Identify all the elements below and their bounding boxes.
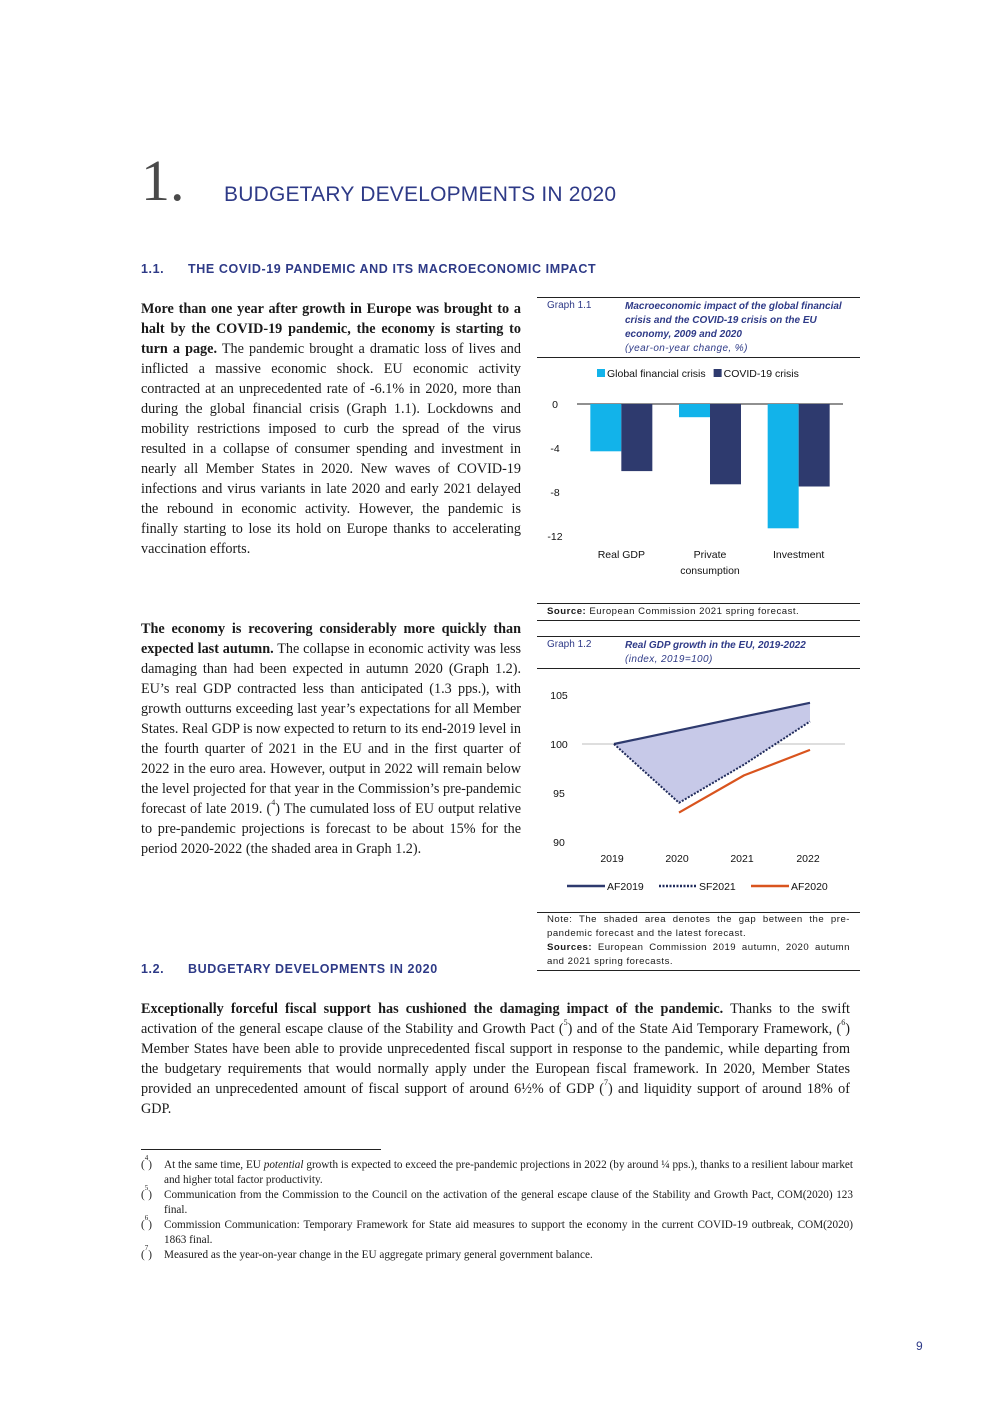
graph-subtitle: (year-on-year change, %) bbox=[625, 343, 748, 354]
sources-label: Sources: bbox=[547, 942, 593, 953]
footnote bbox=[141, 1184, 853, 1218]
section-title: THE COVID-19 PANDEMIC AND ITS MACROECONOMIC IMPACT bbox=[188, 262, 597, 276]
graph-label: Graph 1.2 bbox=[547, 639, 592, 650]
x-tick-label: 2021 bbox=[730, 853, 754, 865]
section-number: 1.2. bbox=[141, 962, 165, 976]
footnote-number: 7 bbox=[144, 1244, 149, 1253]
bar bbox=[621, 404, 652, 471]
footnote-text: Commission Communication: Temporary Framework for State aid measures to support the economy in the current COVID-19 outbreak, COM(2020) 1863 final. bbox=[164, 1219, 853, 1246]
paragraph-body: ) and liquidity support of around 18% of GDP. bbox=[141, 1081, 850, 1117]
section-heading-1-1 bbox=[141, 262, 596, 276]
footnote-text: Communication from the Commission to the Council on the activation of the general escape clause of the Stability and Growth Pact, COM(2020) 123 final. bbox=[164, 1189, 853, 1216]
bar-chart bbox=[537, 358, 860, 598]
graph-1-2 bbox=[537, 636, 860, 971]
section-number: 1.1. bbox=[141, 262, 165, 276]
legend-swatch bbox=[597, 369, 605, 377]
legend-label: SF2021 bbox=[699, 881, 736, 893]
x-tick-label: Real GDP bbox=[597, 549, 645, 561]
page-number: 9 bbox=[916, 1339, 923, 1353]
x-tick-label: 2020 bbox=[665, 853, 689, 865]
footnote-text: growth is expected to exceed the pre-pandemic projections in 2022 (by around ¼ pps.), thanks to a resilient labour market and higher total factor productivity. bbox=[164, 1159, 853, 1186]
graph-note bbox=[537, 912, 860, 971]
x-tick-label: 2019 bbox=[600, 853, 624, 865]
sources-text: European Commission 2019 autumn, 2020 autumn and 2021 spring forecasts. bbox=[547, 942, 850, 967]
bar bbox=[768, 404, 799, 528]
y-tick-label: 105 bbox=[550, 690, 568, 702]
footnote-rule bbox=[141, 1149, 381, 1150]
footnote-number: 5 bbox=[144, 1184, 149, 1193]
paragraph-lead: The economy is recovering considerably more quickly than expected last autumn. bbox=[141, 621, 521, 657]
note-text: Note: The shaded area denotes the gap between the pre-pandemic forecast and the latest forecast. bbox=[547, 914, 850, 939]
legend-label: COVID-19 crisis bbox=[723, 368, 799, 380]
footnote-number: 4 bbox=[144, 1154, 149, 1163]
x-tick-label: consumption bbox=[680, 565, 740, 577]
footnote-ref[interactable]: 6 bbox=[841, 1018, 846, 1028]
footnote-text: Measured as the year-on-year change in the EU aggregate primary general government balance. bbox=[164, 1249, 593, 1261]
graph-source bbox=[537, 603, 860, 621]
footnote-text: At the same time, EU bbox=[164, 1159, 264, 1171]
section-title: BUDGETARY DEVELOPMENTS IN 2020 bbox=[188, 962, 438, 976]
graph-subtitle: (index, 2019=100) bbox=[625, 654, 713, 665]
shaded-gap-area bbox=[614, 703, 810, 803]
paragraph-body: Thanks to the swift activation of the general escape clause of the Stability and Growth Pact ( bbox=[141, 1001, 850, 1037]
paragraph-body: The pandemic brought a dramatic loss of lives and inflicted a massive economic shock. EU economic activity contracted at an unprecedented rate of -6.1% in 2020, more than during the global financial crisis (Graph 1.1). Lockdowns and mobility restrictions imposed to curb the spread of the virus resulted in a collapse of consumer spending and investment in nearly all Member States in 2020. New waves of COVID-19 infections and virus variants in late 2020 and early 2021 delayed the rebound in economic activity. However, the pandemic is finally starting to lose its hold on Europe thanks to accelerating vaccination efforts. bbox=[141, 341, 521, 557]
footnote-marker: ($^6$) bbox=[141, 1214, 152, 1231]
footnote bbox=[141, 1214, 853, 1248]
legend-label: Global financial crisis bbox=[607, 368, 706, 380]
bar bbox=[679, 404, 710, 417]
x-tick-label: 2022 bbox=[796, 853, 820, 865]
paragraph-body: ) and of the State Aid Temporary Framework, ( bbox=[567, 1021, 842, 1037]
paragraph-body: ) Member States have been able to provide unprecedented fiscal support in response to the pandemic, while departing from the budgetary requirements that would normally apply under the European fiscal framework. In 2020, Member States provided an unprecedented amount of fiscal support of around 6½% of GDP ( bbox=[141, 1021, 850, 1097]
y-tick-label: 90 bbox=[553, 837, 565, 849]
paragraph-lead: Exceptionally forceful fiscal support has cushioned the damaging impact of the pandemic. bbox=[141, 1001, 724, 1017]
legend-swatch bbox=[714, 369, 722, 377]
bar bbox=[590, 404, 621, 451]
section-heading-1-2 bbox=[141, 962, 438, 976]
footnote-ref[interactable]: 7 bbox=[603, 1078, 608, 1088]
footnote-marker: ($^5$) bbox=[141, 1184, 152, 1201]
y-tick-label: 100 bbox=[550, 739, 568, 751]
chapter-title: BUDGETARY DEVELOPMENTS IN 2020 bbox=[224, 183, 617, 206]
y-tick-label: -12 bbox=[547, 531, 563, 543]
source-label: Source: bbox=[547, 606, 587, 617]
footnotes bbox=[141, 1154, 853, 1263]
graph-label: Graph 1.1 bbox=[547, 300, 592, 311]
y-tick-label: 0 bbox=[552, 399, 558, 411]
footnote-ref[interactable]: 5 bbox=[563, 1018, 568, 1028]
graph-title: Real GDP growth in the EU, 2019-2022 bbox=[625, 640, 806, 651]
legend-label: AF2019 bbox=[607, 881, 644, 893]
paragraph-body: ) The cumulated loss of EU output relative to pre-pandemic projections is forecast to be about 15% for the period 2020-2022 (the shaded area in Graph 1.2). bbox=[141, 801, 522, 857]
chapter-number: 1. bbox=[141, 148, 185, 213]
graph-header bbox=[537, 297, 860, 358]
footnote-ref[interactable]: 4 bbox=[271, 798, 276, 808]
source-text: European Commission 2021 spring forecast. bbox=[586, 606, 800, 617]
footnote-marker: ($^4$) bbox=[141, 1154, 152, 1171]
paragraph-1 bbox=[141, 299, 521, 559]
x-tick-label: Private bbox=[693, 549, 727, 561]
y-tick-label: -8 bbox=[550, 487, 560, 499]
paragraph-3 bbox=[141, 999, 850, 1119]
paragraph-lead: More than one year after growth in Europe was brought to a halt by the COVID-19 pandemic, the economy is starting to turn a page. bbox=[141, 301, 521, 357]
bar bbox=[710, 404, 741, 484]
paragraph-body: The collapse in economic activity was less damaging than had been expected in autumn 2020 (Graph 1.2). EU’s real GDP contracted less than anticipated (1.3 pps.), with growth outturns exceeding last year’s expectations for all Member States. Real GDP is now expected to return to its end-2019 level in the fourth quarter of 2021 in the EU and in the first quarter of 2022 in the euro area. However, output in 2022 will remain below the level projected for that year in the Commission’s pre-pandemic forecast of late 2019. ( bbox=[141, 641, 521, 817]
legend-label: AF2020 bbox=[791, 881, 828, 893]
footnote bbox=[141, 1244, 853, 1263]
bar bbox=[799, 404, 830, 487]
x-tick-label: Investment bbox=[772, 549, 825, 561]
line-chart bbox=[537, 669, 860, 907]
footnote-number: 6 bbox=[144, 1214, 149, 1223]
graph-1-1 bbox=[537, 297, 860, 621]
footnote-marker: ($^7$) bbox=[141, 1244, 152, 1261]
footnote bbox=[141, 1154, 853, 1188]
graph-title: Macroeconomic impact of the global financial crisis and the COVID-19 crisis on the EU economy, 2009 and 2020 bbox=[625, 301, 842, 340]
y-tick-label: 95 bbox=[553, 788, 565, 800]
graph-header bbox=[537, 636, 860, 669]
y-tick-label: -4 bbox=[550, 443, 560, 455]
footnote-text: potential bbox=[263, 1159, 304, 1171]
paragraph-2 bbox=[141, 619, 521, 859]
